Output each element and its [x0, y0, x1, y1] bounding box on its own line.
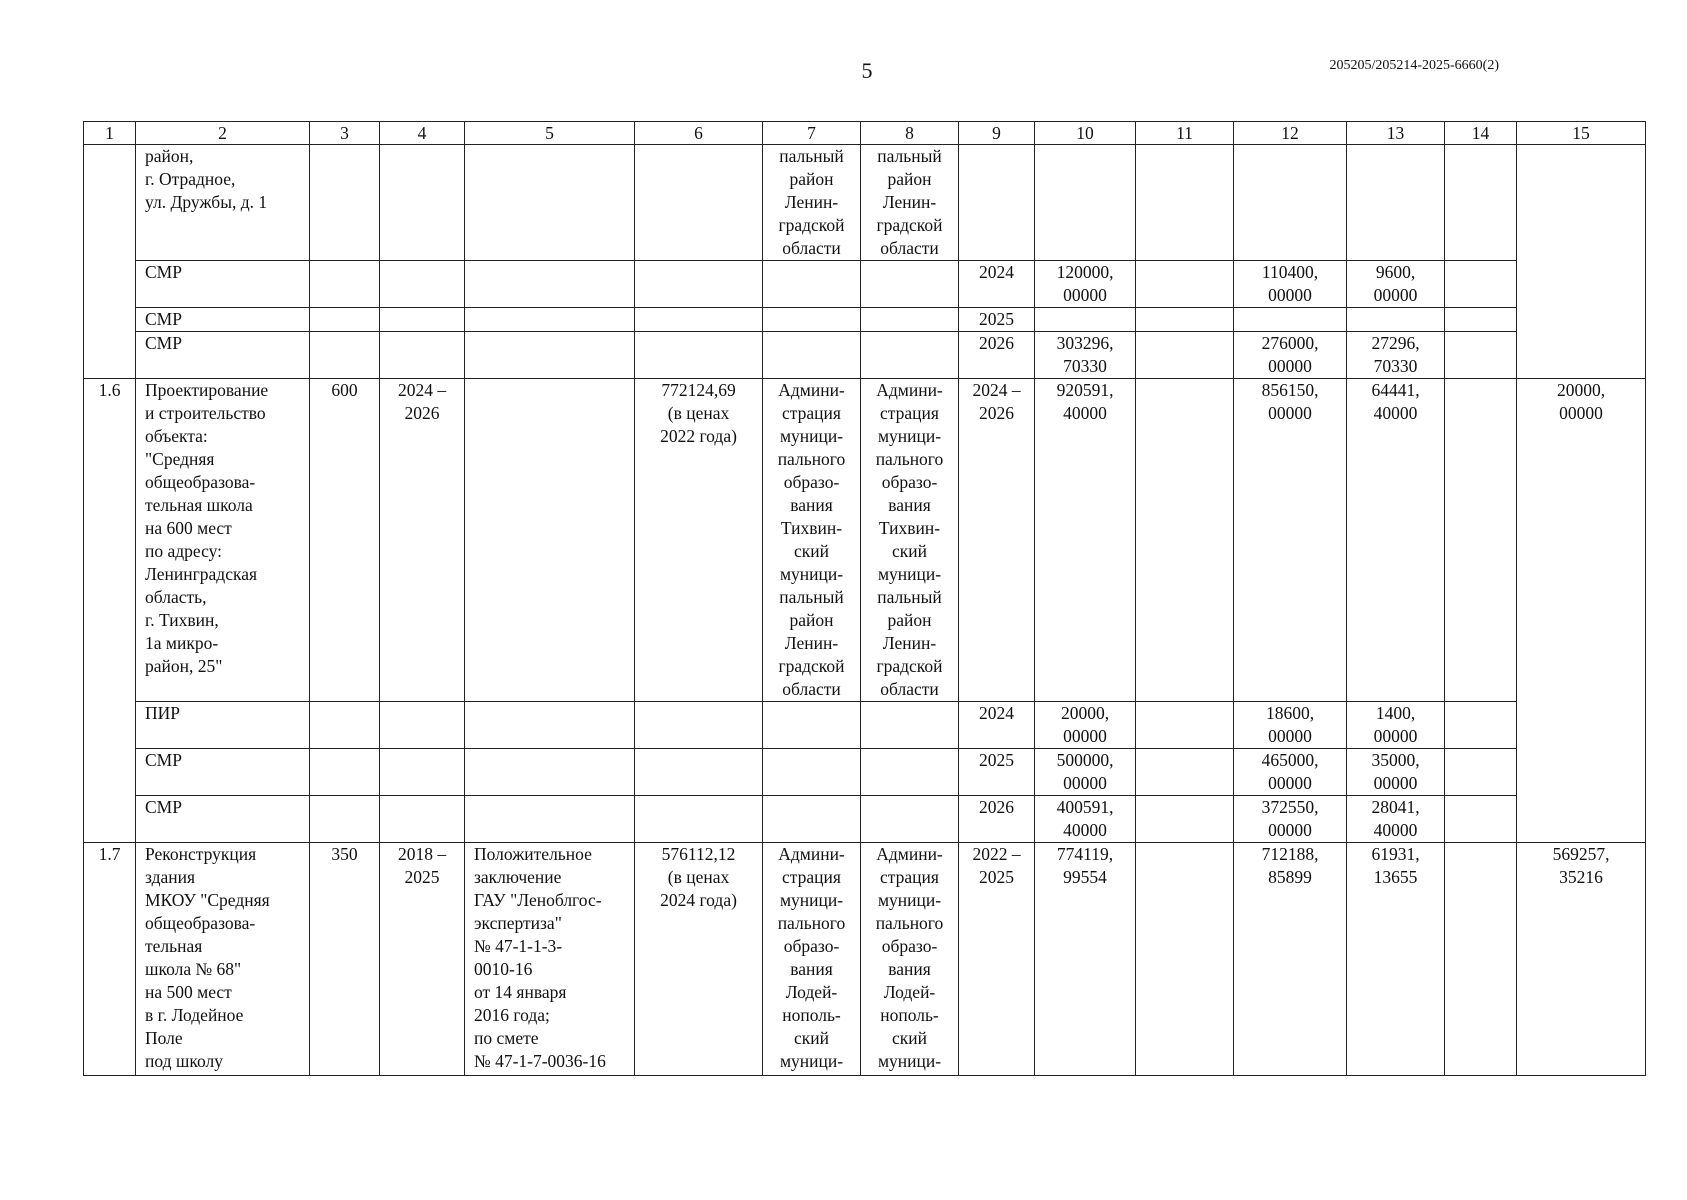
- header-cell: 7: [763, 122, 861, 145]
- row-number: 1.7: [84, 843, 136, 1076]
- customer-cell: Админи- страция муници- пального образо- вания Лодей- нополь- ский муници-: [763, 843, 861, 1076]
- header-cell: 6: [635, 122, 763, 145]
- row-number: 1.6: [84, 379, 136, 702]
- value-cell: 28041, 40000: [1347, 796, 1445, 843]
- cost-cell: 576112,12 (в ценах 2024 года): [635, 843, 763, 1076]
- value-cell: 61931, 13655: [1347, 843, 1445, 1076]
- stage-label: СМР: [136, 308, 310, 332]
- value-cell: 1400, 00000: [1347, 702, 1445, 749]
- header-cell: 5: [465, 122, 635, 145]
- value-cell: 465000, 00000: [1234, 749, 1347, 796]
- year-cell: 2025: [959, 749, 1035, 796]
- year-cell: 2026: [959, 332, 1035, 379]
- header-row: [84, 122, 1646, 145]
- stage-label: СМР: [136, 796, 310, 843]
- value-cell: 27296, 70330: [1347, 332, 1445, 379]
- expertise-cell: Положительное заключение ГАУ "Леноблгос- экспертиза" № 47-1-1-3- 0010-16 от 14 января 2016 года; по смете № 47-1-7-0036-16: [465, 843, 635, 1076]
- object-name: Проектирование и строительство объекта: "Средняя общеобразова- тельная школа на 600 мест по адресу: Ленинградская область, г. Тихвин, 1а микро- район, 25": [136, 379, 310, 702]
- table-row: [84, 749, 1646, 796]
- period-cell: 2018 – 2025: [380, 843, 465, 1076]
- page-number: 5: [861, 58, 873, 83]
- header-cell: 1: [84, 122, 136, 145]
- value-cell: 120000, 00000: [1035, 261, 1136, 308]
- investment-table: [83, 121, 1646, 1076]
- header-cell: 9: [959, 122, 1035, 145]
- stage-label: СМР: [136, 332, 310, 379]
- year-cell: 2026: [959, 796, 1035, 843]
- header-cell: 15: [1517, 122, 1646, 145]
- header-cell: 14: [1445, 122, 1517, 145]
- customer-cell: Админи- страция муници- пального образо- вания Тихвин- ский муници- пальный район Ленин- градской области: [763, 379, 861, 702]
- year-cell: 2025: [959, 308, 1035, 332]
- value-cell: 712188, 85899: [1234, 843, 1347, 1076]
- value-cell: 372550, 00000: [1234, 796, 1347, 843]
- year-cell: 2024: [959, 702, 1035, 749]
- value-cell: 276000, 00000: [1234, 332, 1347, 379]
- table-row: [84, 379, 1646, 702]
- header-cell: 4: [380, 122, 465, 145]
- table-row: [84, 702, 1646, 749]
- capacity-cell: 350: [310, 843, 380, 1076]
- header-cell: 3: [310, 122, 380, 145]
- value-cell: 569257, 35216: [1517, 843, 1646, 1076]
- header-cell: 11: [1136, 122, 1234, 145]
- object-name: Реконструкция здания МКОУ "Средняя общеобразова- тельная школа № 68" на 500 мест в г. Лодейное Поле под школу: [136, 843, 310, 1076]
- value-cell: 110400, 00000: [1234, 261, 1347, 308]
- object-name: район, г. Отрадное, ул. Дружбы, д. 1: [136, 145, 310, 261]
- stage-label: СМР: [136, 261, 310, 308]
- header-cell: 2: [136, 122, 310, 145]
- contractor-cell: Админи- страция муници- пального образо- вания Лодей- нополь- ский муници-: [861, 843, 959, 1076]
- table-row: [84, 308, 1646, 332]
- value-cell: 18600, 00000: [1234, 702, 1347, 749]
- header-cell: 10: [1035, 122, 1136, 145]
- header-cell: 13: [1347, 122, 1445, 145]
- capacity-cell: 600: [310, 379, 380, 702]
- customer-cell: пальный район Ленин- градской области: [763, 145, 861, 261]
- value-cell: 303296, 70330: [1035, 332, 1136, 379]
- stage-label: СМР: [136, 749, 310, 796]
- value-cell: 20000, 00000: [1035, 702, 1136, 749]
- table-row: [84, 843, 1646, 1076]
- document-id: 205205/205214-2025-6660(2): [1329, 58, 1499, 73]
- value-cell: 500000, 00000: [1035, 749, 1136, 796]
- header-cell: 12: [1234, 122, 1347, 145]
- value-cell: 9600, 00000: [1347, 261, 1445, 308]
- value-cell: 400591, 40000: [1035, 796, 1136, 843]
- value-cell: 64441, 40000: [1347, 379, 1445, 702]
- cost-cell: 772124,69 (в ценах 2022 года): [635, 379, 763, 702]
- value-cell: 35000, 00000: [1347, 749, 1445, 796]
- year-cell: 2024: [959, 261, 1035, 308]
- period-cell: 2024 – 2026: [380, 379, 465, 702]
- year-cell: 2022 – 2025: [959, 843, 1035, 1076]
- table-row: [84, 145, 1646, 261]
- value-cell: 856150, 00000: [1234, 379, 1347, 702]
- table-row: [84, 796, 1646, 843]
- table-row: [84, 332, 1646, 379]
- header-cell: 8: [861, 122, 959, 145]
- year-cell: 2024 – 2026: [959, 379, 1035, 702]
- value-cell: 920591, 40000: [1035, 379, 1136, 702]
- value-cell: 20000, 00000: [1517, 379, 1646, 702]
- contractor-cell: Админи- страция муници- пального образо- вания Тихвин- ский муници- пальный район Ленин- градской области: [861, 379, 959, 702]
- value-cell: 774119, 99554: [1035, 843, 1136, 1076]
- table-row: [84, 261, 1646, 308]
- stage-label: ПИР: [136, 702, 310, 749]
- contractor-cell: пальный район Ленин- градской области: [861, 145, 959, 261]
